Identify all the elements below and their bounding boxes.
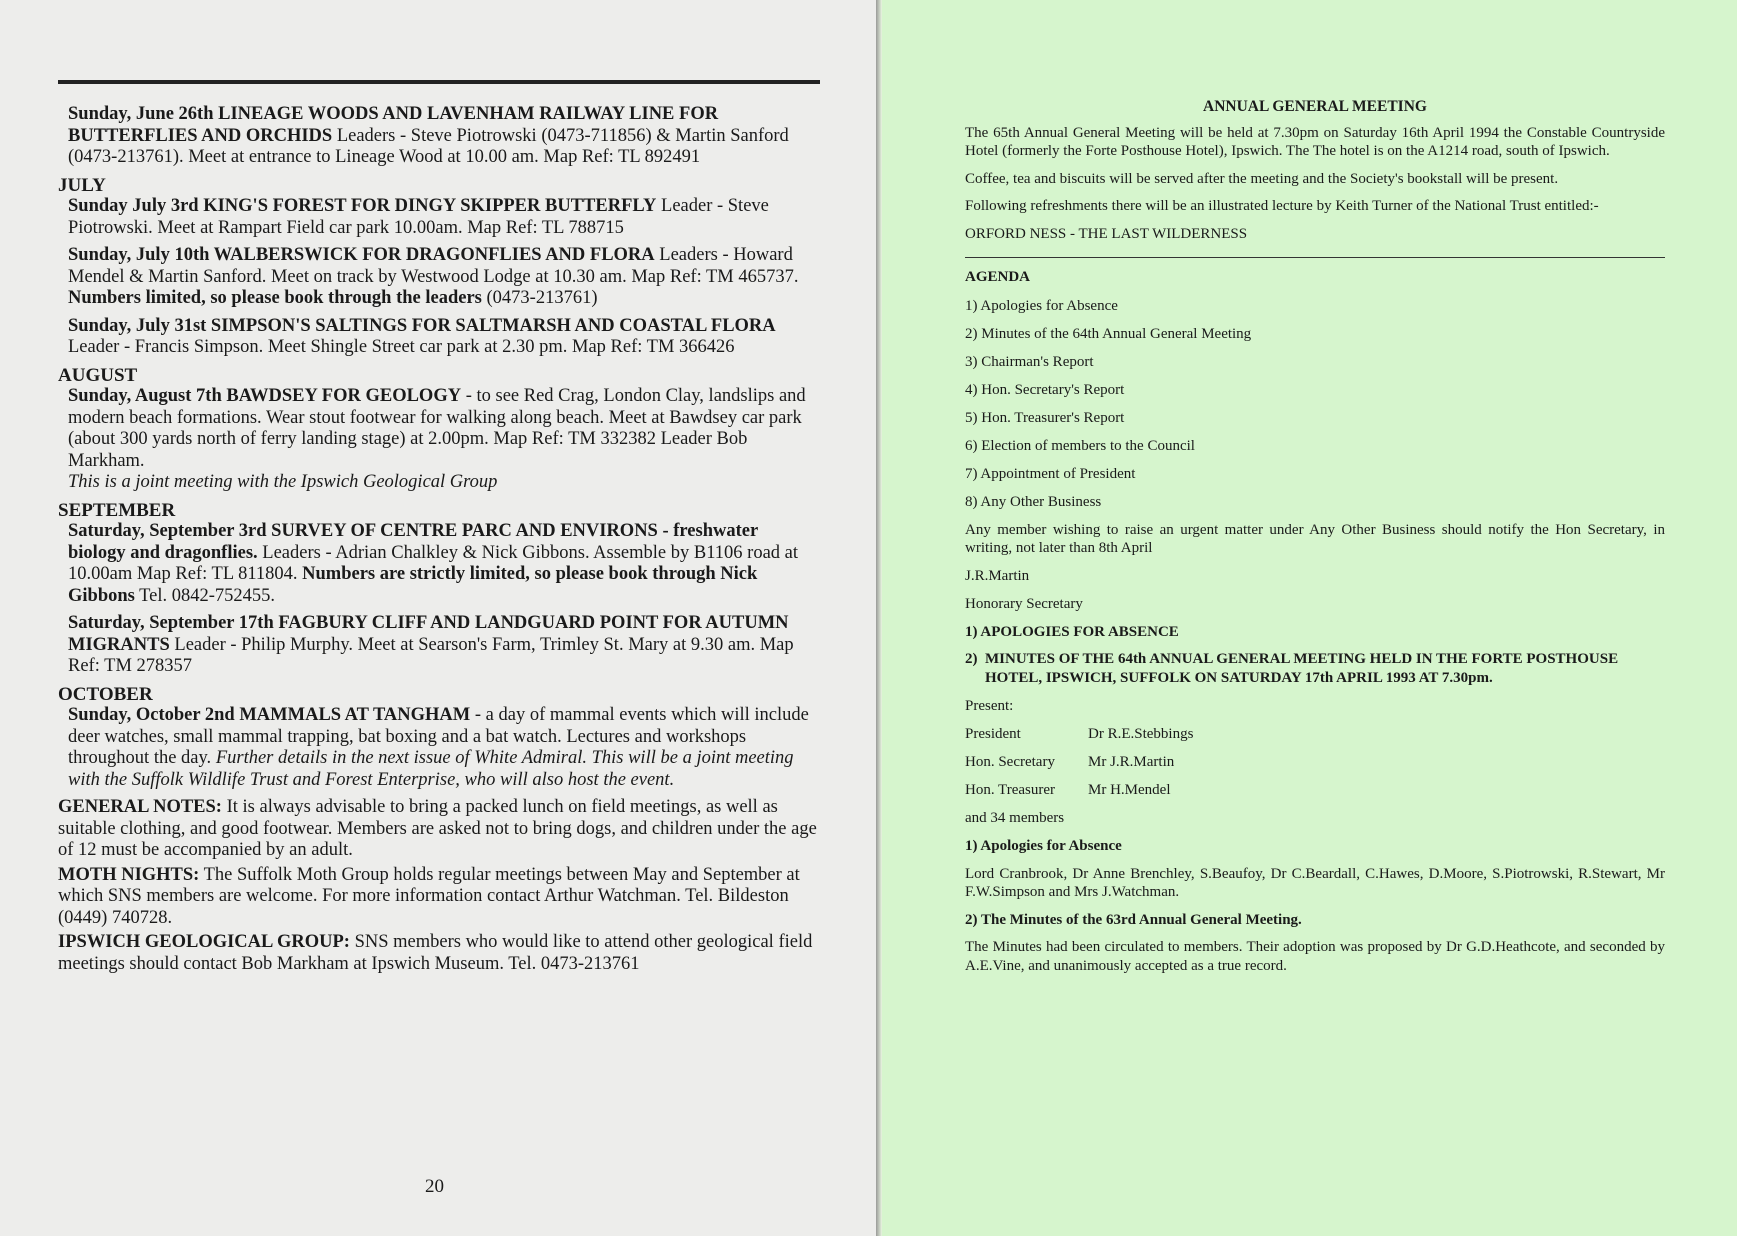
agm-title: ANNUAL GENERAL MEETING (1203, 98, 1427, 115)
members-count: and 34 members (965, 810, 1065, 826)
event-sep17: Saturday, September 17th FAGBURY CLIFF AND LANDGUARD POINT FOR AUTUMN MIGRANTS Leader - Philip Murphy. Meet at Searson's Farm, Trimley St. Mary at 9.30 am. Map Ref: TM 278357 (68, 613, 794, 676)
section-apologies-heading: 1) APOLOGIES FOR ABSENCE (965, 623, 1179, 640)
minutes-text: The Minutes had been circulated to members. Their adoption was proposed by Dr G.D.Heathcote, and seconded by A.E.Vine, and unanimously accepted as a true record. (965, 939, 1665, 974)
agenda-item: 6) Election of members to the Council (965, 437, 1195, 454)
event-june26: Sunday, June 26th LINEAGE WOODS AND LAVENHAM RAILWAY LINE FOR BUTTERFLIES AND ORCHIDS Leaders - Steve Piotrowski (0473-711856) & Martin Sanford (0473-213761). Meet at entrance to Lineage Wood at 10.00 am. Map Ref: TL 892491 (68, 104, 789, 167)
month-heading-august: AUGUST (58, 364, 138, 386)
event-sep3: Saturday, September 3rd SURVEY OF CENTRE PARC AND ENVIRONS - freshwater biology and dragonflies. Leaders - Adrian Chalkley & Nick Gibbons. Assemble by B1106 road at 10.00am Map Ref: TL 811804. Numbers are strictly limited, so please book through Nick Gibbons Tel. 0842-752455. (68, 521, 799, 606)
present-name: Mr H.Mendel (1088, 782, 1171, 798)
present-row (965, 781, 1665, 800)
signatory-name: J.R.Martin (965, 567, 1030, 584)
event-july10: Sunday, July 10th WALBERSWICK FOR DRAGONFLIES AND FLORA Leaders - Howard Mendel & Martin Sanford. Meet on track by Westwood Lodge at 10.30 am. Map Ref: TM 465737. Numbers limited, so please book through the leaders (0473-213761) (68, 245, 799, 308)
agenda-item: 2) Minutes of the 64th Annual General Meeting (965, 325, 1252, 342)
signatory-role: Honorary Secretary (965, 595, 1083, 612)
top-rule (58, 80, 820, 84)
section-rule (965, 257, 1665, 258)
agm-notice (965, 98, 1665, 984)
lecture-title: ORFORD NESS - THE LAST WILDERNESS (965, 225, 1248, 242)
section-minutes-text: MINUTES OF THE 64th ANNUAL GENERAL MEETING HELD IN THE FORTE POSTHOUSE HOTEL, IPSWICH, SUFFOLK ON SATURDAY 17th APRIL 1993 AT 7.30pm. (985, 651, 1619, 686)
note-moth-nights: MOTH NIGHTS: The Suffolk Moth Group holds regular meetings between May and September at which SNS members are welcome. For more information contact Arthur Watchman. Tel. Bildeston (0449) 740728. (58, 864, 800, 928)
present-role: Hon. Treasurer (965, 782, 1055, 798)
page-number: 20 (425, 1176, 444, 1197)
agm-intro: The 65th Annual General Meeting will be held at 7.30pm on Saturday 16th April 1994 the Constable Countryside Hotel (formerly the Forte Posthouse Hotel), Ipswich. The The hotel is on the A1214 road, south of Ipswich. (965, 124, 1665, 159)
note-general: GENERAL NOTES: It is always advisable to bring a packed lunch on field meetings, as well as suitable clothing, and good footwear. Members are asked not to bring dogs, and children under the age of 12 must be accompanied by an adult. (58, 797, 817, 860)
month-heading-july: JULY (58, 174, 106, 196)
agenda-item: 3) Chairman's Report (965, 353, 1094, 370)
agenda-item: 4) Hon. Secretary's Report (965, 381, 1125, 398)
present-row (965, 753, 1665, 772)
section-number: 2) (965, 651, 978, 667)
present-name: Dr R.E.Stebbings (1088, 726, 1194, 742)
events-calendar (58, 80, 820, 978)
present-role: Hon. Secretary (965, 754, 1055, 770)
agenda-heading: AGENDA (965, 269, 1031, 285)
event-july31: Sunday, July 31st SIMPSON'S SALTINGS FOR SALTMARSH AND COASTAL FLORA Leader - Francis Simpson. Meet Shingle Street car park at 2.30 pm. Map Ref: TM 366426 (68, 315, 776, 357)
present-role: President (965, 726, 1021, 742)
right-page (882, 0, 1737, 1236)
apologies-heading: 1) Apologies for Absence (965, 838, 1122, 854)
present-label: Present: (965, 698, 1014, 714)
present-name: Mr J.R.Martin (1088, 754, 1175, 770)
section-minutes-heading (965, 650, 1665, 687)
agenda-item: 7) Appointment of President (965, 465, 1136, 482)
event-aug7: Sunday, August 7th BAWDSEY FOR GEOLOGY - to see Red Crag, London Clay, landslips and modern beach formations. Wear stout footwear for walking along beach. Meet at Bawdsey car park (about 300 yards north of ferry landing stage) at 2.00pm. Map Ref: TM 332382 Leader Bob Markham. This is a joint meeting with the Ipswich Geological Group (68, 386, 806, 492)
note-ipswich-geological: IPSWICH GEOLOGICAL GROUP: SNS members who would like to attend other geological field meetings should contact Bob Markham at Ipswich Museum. Tel. 0473-213761 (58, 932, 813, 974)
agm-coffee: Coffee, tea and biscuits will be served after the meeting and the Society's bookstall will be present. (965, 170, 1559, 187)
month-heading-october: OCTOBER (58, 683, 153, 705)
month-heading-september: SEPTEMBER (58, 499, 176, 521)
agenda-item: 5) Hon. Treasurer's Report (965, 409, 1125, 426)
apologies-text: Lord Cranbrook, Dr Anne Brenchley, S.Beaufoy, Dr C.Beardall, C.Hawes, D.Moore, S.Piotrowski, R.Stewart, Mr F.W.Simpson and Mrs J.Watchman. (965, 865, 1665, 900)
event-oct2: Sunday, October 2nd MAMMALS AT TANGHAM - a day of mammal events which will include deer watches, small mammal trapping, bat boxing and a bat watch. Lectures and workshops throughout the day. Further details in the next issue of White Admiral. This will be a joint meeting with the Suffolk Wildlife Trust and Forest Enterprise, who will also host the event. (68, 705, 809, 790)
agm-lecture: Following refreshments there will be an illustrated lecture by Keith Turner of the National Trust entitled:- (965, 198, 1599, 214)
present-row (965, 725, 1665, 744)
event-july3: Sunday July 3rd KING'S FOREST FOR DINGY SKIPPER BUTTERFLY Leader - Steve Piotrowski. Meet at Rampart Field car park 10.00am. Map Ref: TL 788715 (68, 196, 769, 238)
agenda-item: 8) Any Other Business (965, 493, 1102, 510)
minutes-heading: 2) The Minutes of the 63rd Annual General Meeting. (965, 911, 1302, 928)
aob-note: Any member wishing to raise an urgent matter under Any Other Business should notify the Hon Secretary, in writing, not later than 8th April (965, 521, 1665, 556)
agenda-item: 1) Apologies for Absence (965, 297, 1118, 314)
